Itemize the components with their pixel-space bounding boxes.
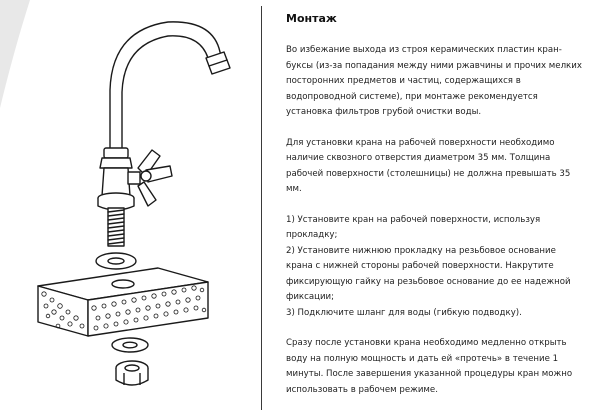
installation-text-panel xyxy=(286,12,582,413)
faucet-installation-diagram-icon xyxy=(28,0,238,416)
vertical-divider xyxy=(261,6,262,410)
paragraph-hole-requirements: Для установки крана на рабочей поверхности необходимо наличие сквозного отверстия диаметром 35 мм. Толщина рабочей поверхности (столешницы) не должна превышать 35 мм. xyxy=(286,137,571,194)
step-1: 1) Установите кран на рабочей поверхности, используя прокладку; xyxy=(286,214,541,240)
step-2: 2) Установите нижнюю прокладку на резьбовое основание крана с нижней стороны рабочей поверхности. Накрутите фиксирующую гайку на резьбовое основание до ее надежной фиксации; xyxy=(286,245,571,302)
installation-steps xyxy=(286,213,582,322)
section-title: Монтаж xyxy=(286,12,337,25)
paragraph-filters: Во избежание выхода из строя керамических пластин кран-буксы (из-за попадания между ними ржавчины и прочих мелких посторонних предметов и частиц, содержащихся в водопроводной системе), при монтаже рекомендуется установка фильтров грубой очистки воды. xyxy=(286,45,582,117)
paragraph-flush-water: Сразу после установки крана необходимо медленно открыть воду на полную мощность и дать ей «протечь» в течение 1 минуты. После завершения указанной процедуры кран можно использовать в рабочем режиме. xyxy=(286,338,573,395)
step-3: 3) Подключите шланг для воды (гибкую подводку). xyxy=(286,307,522,318)
